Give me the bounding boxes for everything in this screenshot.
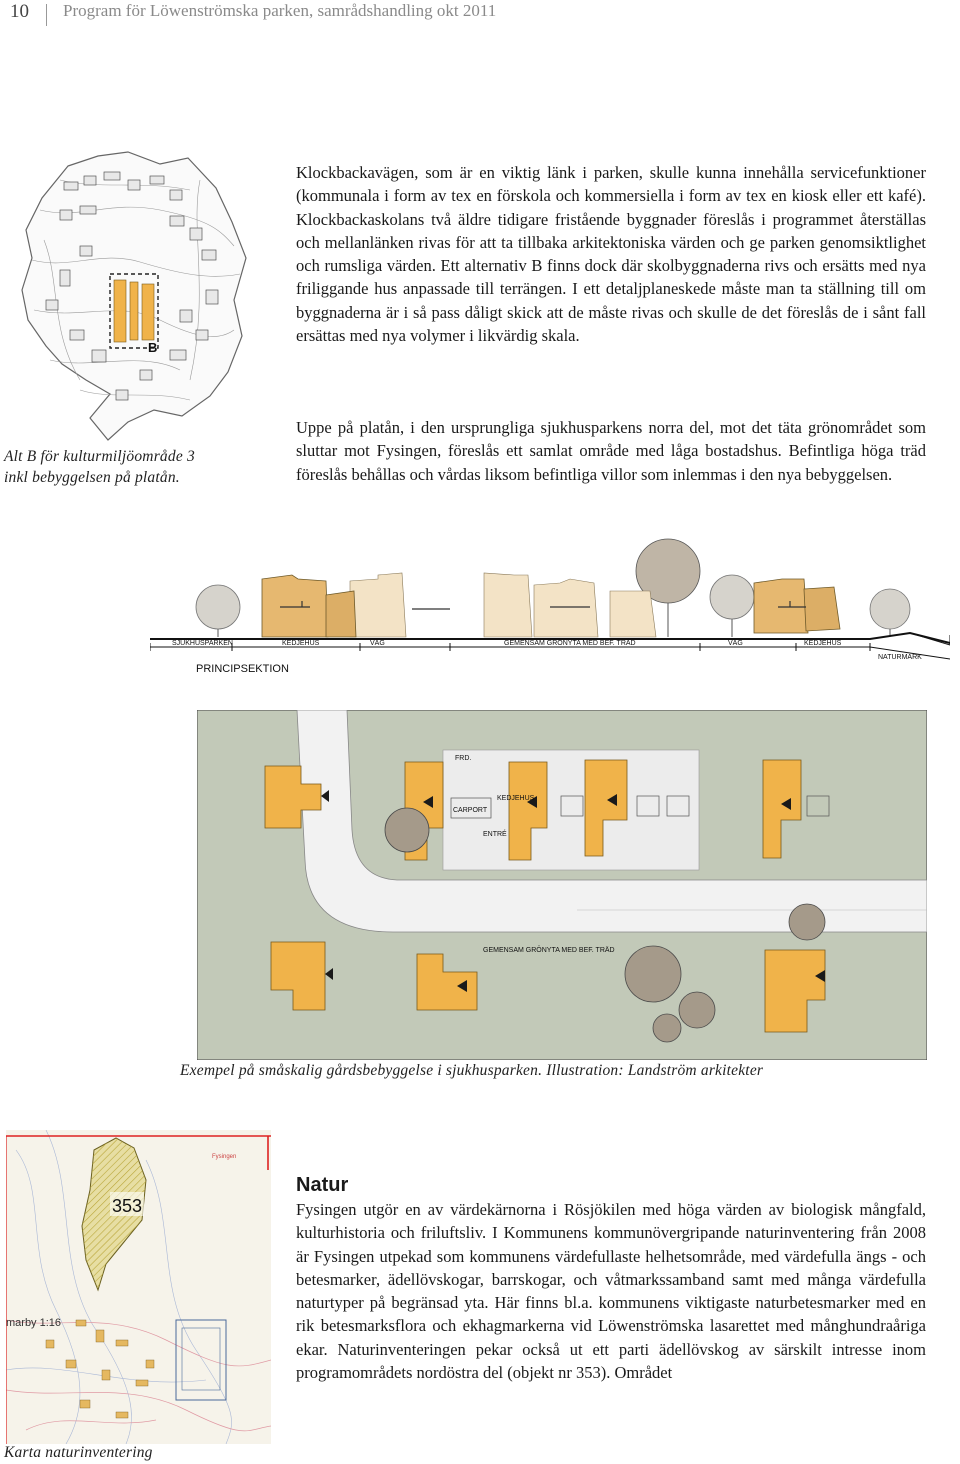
section-label-sjukhusparken: SJUKHUSPARKEN xyxy=(172,640,233,647)
kulturmiljo-map xyxy=(20,150,256,442)
top-map-caption xyxy=(4,446,254,488)
page-header xyxy=(0,0,960,36)
paragraph-2-text: Uppe på platån, i den ursprungliga sjukhusparkens norra del, mot det täta grönområdet som sluttar mot Fysingen, föreslås ett samlat område med låga bostadshus. Befintliga höga träd föreslås behållas och vårdas liksom befintliga villor som inlemmas i den nya bebyggelsen. xyxy=(296,418,926,484)
page-number: 10 xyxy=(10,1,29,22)
principsektion-drawing xyxy=(150,535,950,680)
section-label-vag-right: VÄG xyxy=(728,640,743,647)
plan-label-carport: CARPORT xyxy=(453,807,488,814)
plan-drawing-image xyxy=(197,710,927,1060)
plan-label-gronyta: GEMENSAM GRÖNYTA MED BEF. TRÄD xyxy=(483,947,615,954)
naturinventering-map xyxy=(6,1130,271,1444)
kulturmiljo-map-image xyxy=(20,150,256,442)
plan-label-kedjehus: KEDJEHUS xyxy=(497,795,535,802)
natur-heading: Natur xyxy=(296,1174,349,1196)
natur-map-object-number: 353 xyxy=(112,1196,143,1216)
top-map-caption-line2: inkl bebyggelsen på platån. xyxy=(4,469,180,486)
header-divider xyxy=(46,4,47,26)
section-label-kedjehus-right: KEDJEHUS xyxy=(804,640,842,647)
plan-label-entre: ENTRÉ xyxy=(483,831,507,838)
section-label-gronyta: GEMENSAM GRÖNYTA MED BEF. TRÄD xyxy=(504,640,636,647)
section-label-kedjehus-left: KEDJEHUS xyxy=(282,640,320,647)
natur-map-location-label: marby 1:16 xyxy=(6,1317,62,1329)
paragraph-2 xyxy=(296,416,926,486)
plan-caption: Exempel på småskalig gårdsbebyggelse i sjukhusparken. Illustration: Landström arkitekter xyxy=(180,1062,764,1079)
gardsbebyggelse-plan xyxy=(197,710,927,1060)
section-label-vag-left: VÄG xyxy=(370,640,385,647)
section-title: PRINCIPSEKTION xyxy=(196,663,289,675)
section-label-naturmark: NATURMARK xyxy=(878,654,922,661)
paragraph-1-text: Klockbackavägen, som är en viktig länk i parken, skulle kunna innehålla servicefunktioner (kommunala i form av tex en förskola och kommersiella i form av tex en kiosk eller ett kafé). Klockbackaskolans två äldre tidigare fristående byggnader föreslås i programmet återställas och mellanlänken rivas för att ta tillbaka arkitektoniska värden och ge parken genomsiktlighet och rumsliga värden. Ett alternativ B finns dock där skolbyggnaderna rivs och ersätts med nya friliggande hus anpassade till terrängen. I ett detaljplaneskede måste man ta ställning till om byggnaderna är i så pass dåligt skick att de måste rivas och skulle de det föreslås de i sånt fall ersättas med nya volymer i likvärdig skala. xyxy=(296,163,926,346)
natur-map-label-fysingen: Fysingen xyxy=(212,1154,237,1160)
section-drawing-image xyxy=(150,535,950,680)
top-map-caption-line1: Alt B för kulturmiljöområde 3 xyxy=(4,448,195,465)
natur-map-image xyxy=(6,1130,271,1444)
natur-paragraph-text: Fysingen utgör en av värdekärnorna i Rösjökilen med höga värden av biologisk mångfald, kulturhistoria och friluftsliv. I Kommunens kommunövergripande naturinventering från 2008 är Fysingen utpekad som kommunens värdefullaste helhetsområde, med värdefulla ängs - och betesmarker, ädellövskogar, barrskogar, och våtmarkssamband samt med många värdefulla naturtyper på begränsad yta. Här finns bl.a. kommunens viktigaste naturbetesmarker med en rik betesmarksflora och ekhagmarkerna vid Löwenströmska lasarettet med månghundraåriga ekar. Naturinventeringen pekar också ut ett parti ädellövskog av särskilt intresse inom programområdets nordöstra del (objekt nr 353). Området xyxy=(296,1200,926,1383)
natur-map-caption: Karta naturinventering xyxy=(4,1444,153,1461)
paragraph-1 xyxy=(296,161,926,347)
map-label-b: B xyxy=(148,340,158,355)
header-title: Program för Löwenströmska parken, samrådshandling okt 2011 xyxy=(63,1,497,20)
natur-paragraph xyxy=(296,1198,926,1384)
plan-label-frd: FRD. xyxy=(455,755,472,762)
